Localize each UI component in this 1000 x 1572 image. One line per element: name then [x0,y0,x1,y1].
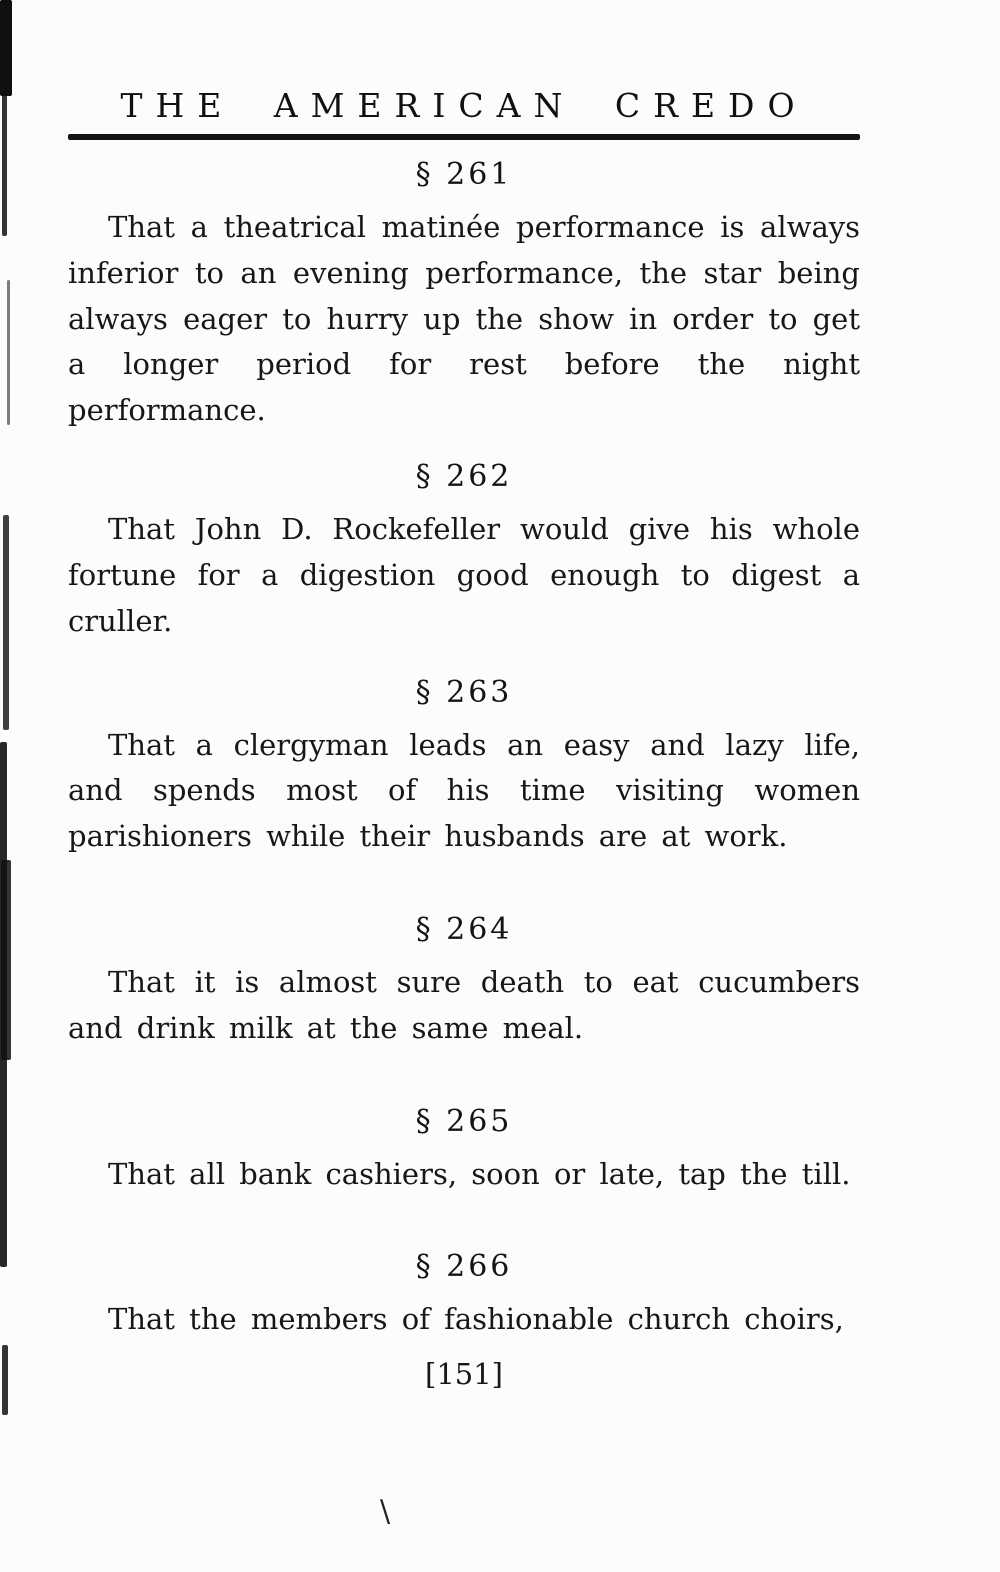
credo-section [68,157,860,434]
binding-artifact [0,0,12,96]
page-content [68,86,860,1391]
section-text: That it is almost sure death to eat cucumbers and drink milk at the same meal. [68,964,860,1045]
section-text: That all bank cashiers, soon or late, tap the till. [108,1156,851,1191]
section-text: That a theatrical matinée performance is always inferior to an evening performance, the star being always eager to hurry up the show in order to get a longer period for rest before the night performance. [68,210,860,428]
binding-artifact [1,860,11,1060]
section-number: § 265 [415,1103,513,1139]
binding-artifact [2,1345,8,1415]
section-text: That John D. Rockefeller would give his whole fortune for a digestion good enough to digest a cruller. [68,512,860,638]
title-rule [68,134,860,140]
page-header [68,86,860,140]
credo-section [68,675,860,860]
binding-artifact [7,280,10,425]
section-text: That a clergyman leads an easy and lazy life, and spends most of his time visiting women parishioners while their husbands are at work. [68,727,860,854]
credo-section [68,459,860,644]
page-number: [151] [425,1357,503,1392]
section-number: § 264 [415,911,513,947]
credo-section [68,1104,860,1198]
credo-section [68,912,860,1052]
section-text: That the members of fashionable church choirs, [108,1302,844,1337]
credo-section [68,1249,860,1343]
section-number: § 266 [415,1249,513,1285]
binding-artifact [3,515,9,730]
section-number: § 262 [415,459,513,495]
scan-stray-mark: \ [380,1494,391,1529]
binding-artifact [2,94,7,236]
page-title: THE AMERICAN CREDO [120,86,808,125]
section-number: § 263 [415,674,513,710]
section-number: § 261 [415,157,513,192]
